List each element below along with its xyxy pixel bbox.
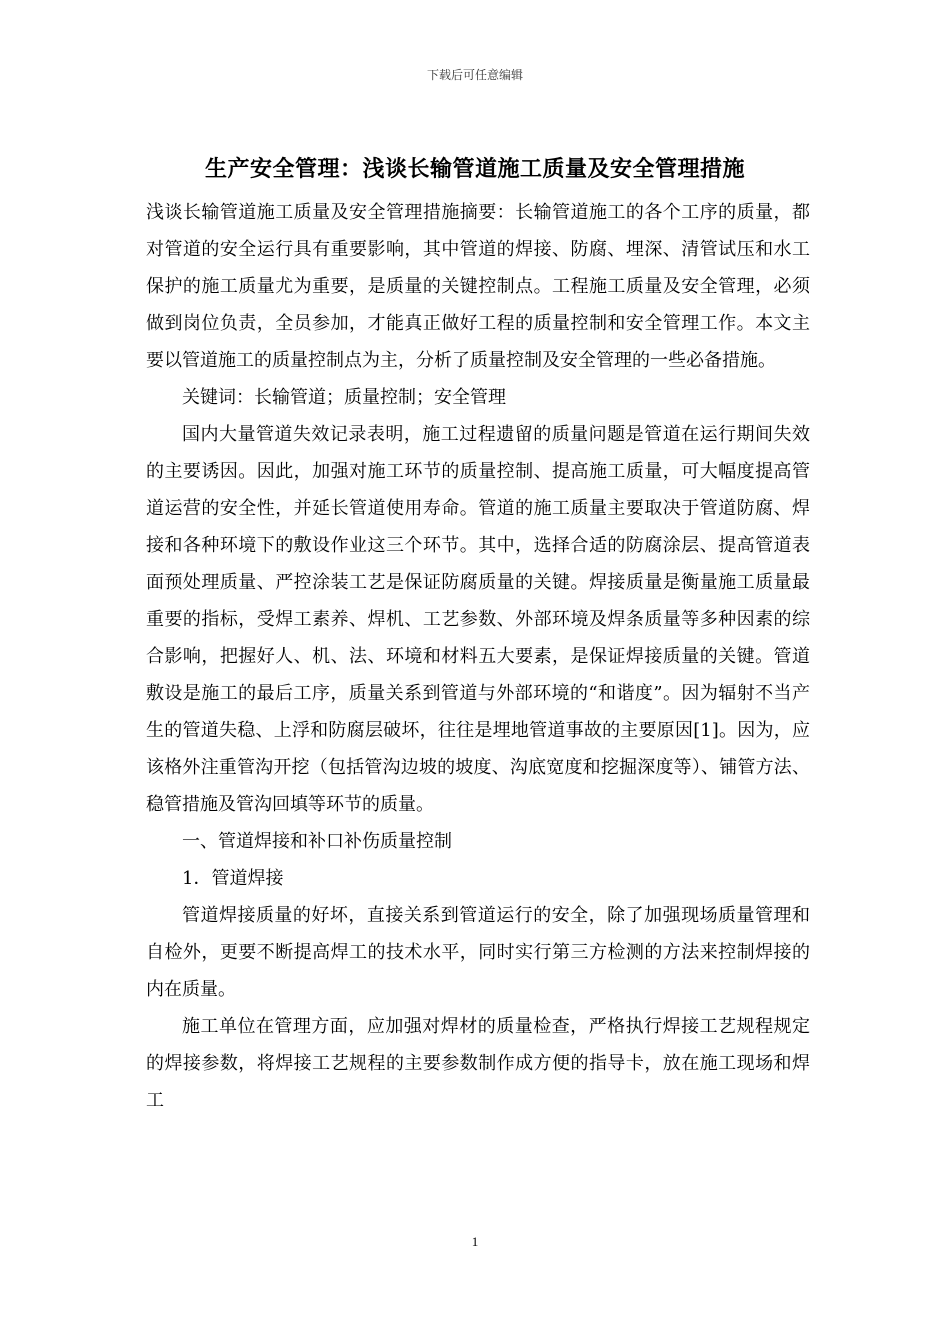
keywords-paragraph: 关键词：长输管道；质量控制；安全管理 [182,387,506,408]
document-title: 生产安全管理：浅谈长输管道施工质量及安全管理措施 [204,157,745,182]
management-paragraph: 施工单位在管理方面，应加强对焊材的质量检查，严格执行焊接工艺规程规定的焊接参数，将焊接工艺规程的主要参数制作成方便的指导卡，放在施工现场和焊工 [146,1016,810,1111]
section-heading: 一、管道焊接和补口补伤质量控制 [182,831,452,852]
intro-paragraph: 国内大量管道失效记录表明，施工过程遗留的质量问题是管道在运行期间失效的主要诱因。因此，加强对施工环节的质量控制、提高施工质量，可大幅度提高管道运营的安全性，并延长管道使用寿命。管道的施工质量主要取决于管道防腐、焊接和各种环境下的敷设作业这三个环节。其中，选择合适的防腐涂层、提高管道表面预处理质量、严控涂装工艺是保证防腐质量的关键。焊接质量是衡量施工质量最重要的指标，受焊工素养、焊机、工艺参数、外部环境及焊条质量等多种因素的综合影响，把握好人、机、法、环境和材料五大要素，是保证焊接质量的关键。管道敷设是施工的最后工序，质量关系到管道与外部环境的“和谐度”。因为辐射不当产生的管道失稳、上浮和防腐层破坏，往往是埋地管道事故的主要原因[1]。因为，应该格外注重管沟开挖（包括管沟边坡的坡度、沟底宽度和挖掘深度等）、铺管方法、稳管措施及管沟回填等环节的质量。 [146,424,810,815]
abstract-paragraph: 浅谈长输管道施工质量及安全管理措施摘要：长输管道施工的各个工序的质量，都对管道的安全运行具有重要影响，其中管道的焊接、防腐、埋深、清管试压和水工保护的施工质量尤为重要，是质量的关键控制点。工程施工质量及安全管理，必须做到岗位负责，全员参加，才能真正做好工程的质量控制和安全管理工作。本文主要以管道施工的质量控制点为主，分析了质量控制及安全管理的一些必备措施。 [146,202,810,371]
welding-paragraph: 管道焊接质量的好坏，直接关系到管道运行的安全，除了加强现场质量管理和自检外，更要不断提高焊工的技术水平，同时实行第三方检测的方法来控制焊接的内在质量。 [146,905,810,1000]
document-body [146,194,810,1119]
subsection-heading: 1．管道焊接 [182,868,284,889]
header-note: 下载后可任意编辑 [426,68,523,82]
page-number: 1 [471,1234,479,1249]
